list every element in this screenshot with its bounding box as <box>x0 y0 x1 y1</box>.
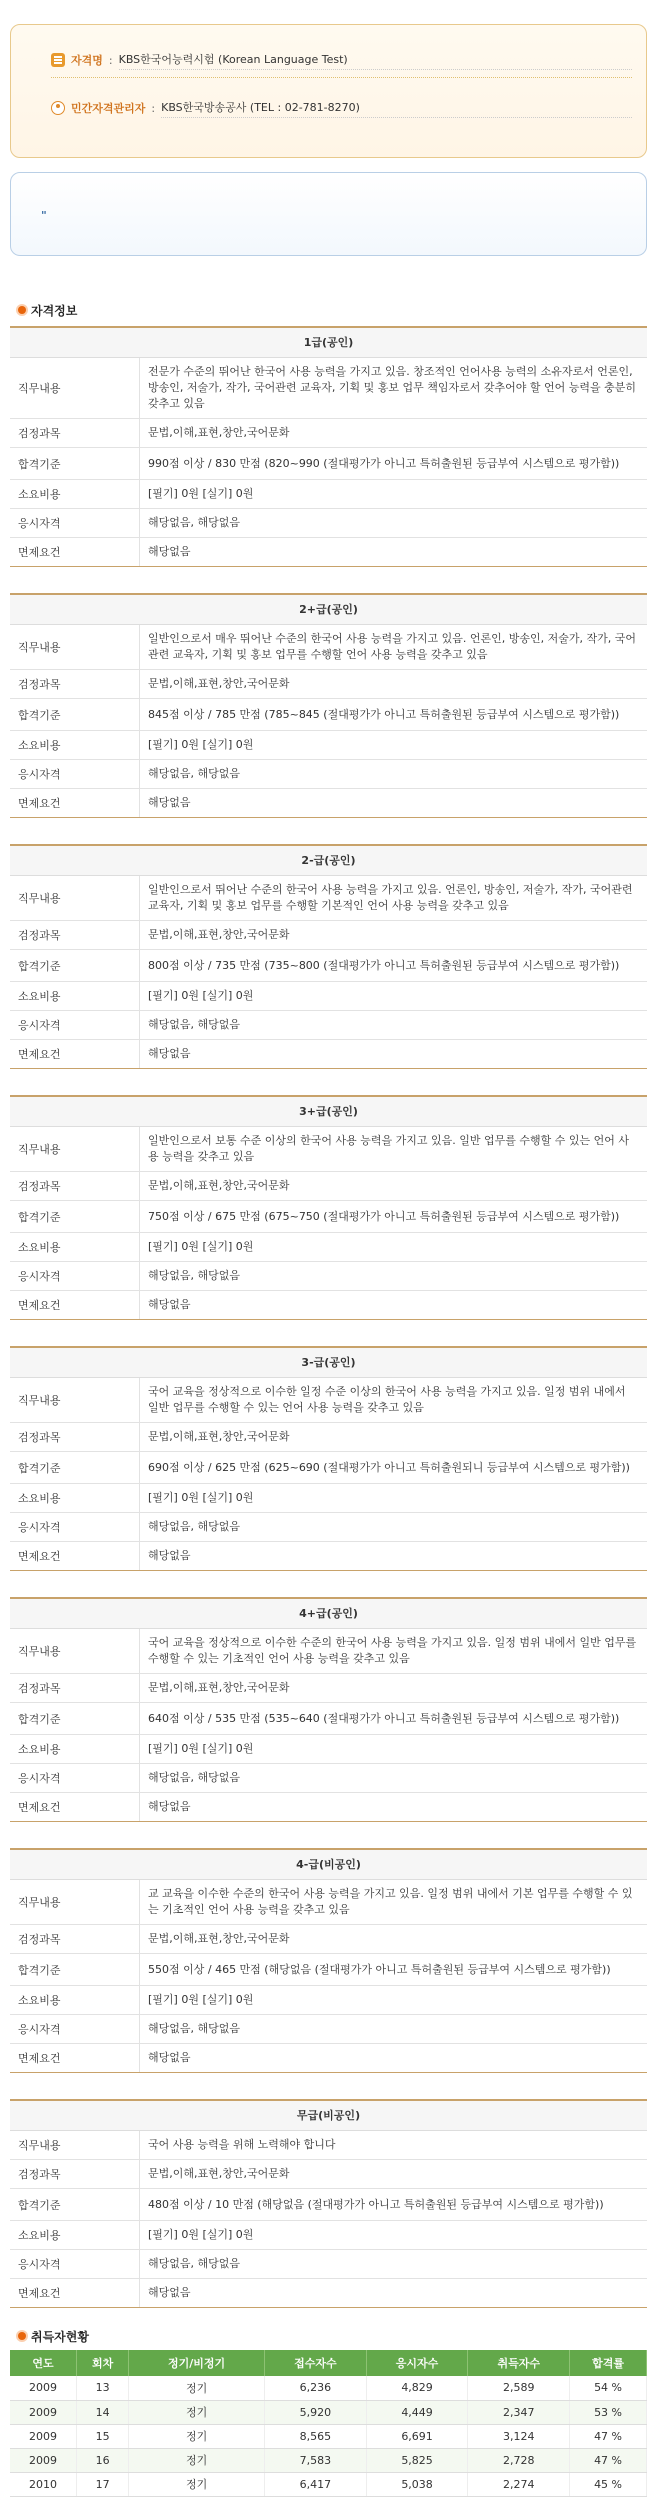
row-label: 소요비용 <box>10 1233 140 1261</box>
grade-row <box>10 1262 647 1291</box>
table-cell: 54 % <box>570 2376 647 2400</box>
colon: : <box>108 53 113 67</box>
table-cell: 2009 <box>10 2376 77 2400</box>
table-cell: 정기 <box>129 2424 265 2448</box>
row-value: 해당없음, 해당없음 <box>148 2257 241 2270</box>
grade-title: 무급(비공인) <box>10 2101 647 2131</box>
row-label: 검정과목 <box>10 2160 140 2188</box>
row-label: 소요비용 <box>10 1484 140 1512</box>
grade-row <box>10 358 647 419</box>
row-label: 직무내용 <box>10 358 140 418</box>
row-label: 면제요건 <box>10 538 140 566</box>
row-label: 검정과목 <box>10 921 140 949</box>
stats-header-cell: 취득자수 <box>468 2350 570 2376</box>
row-value: 해당없음, 해당없음 <box>148 1018 241 1031</box>
grade-title: 2+급(공인) <box>10 595 647 625</box>
grade-row <box>10 2044 647 2072</box>
stats-header-cell: 합격률 <box>570 2350 647 2376</box>
divider <box>51 77 632 78</box>
table-cell: 정기 <box>129 2400 265 2424</box>
grade-row <box>10 448 647 480</box>
grade-row <box>10 1954 647 1986</box>
row-value: 550점 이상 / 465 만점 (해당없음 (절대평가가 아니고 특허출원된 등급부여 시스템으로 평가함)) <box>148 1962 611 1976</box>
row-value: 국어 사용 능력을 위해 노력해야 합니다 <box>148 2138 336 2151</box>
grade-title: 3+급(공인) <box>10 1097 647 1127</box>
grade-row <box>10 1513 647 1542</box>
table-cell: 정기 <box>129 2448 265 2472</box>
grade-row <box>10 2160 647 2189</box>
row-value: 해당없음, 해당없음 <box>148 1771 241 1784</box>
grade-row <box>10 1764 647 1793</box>
row-label: 검정과목 <box>10 1423 140 1451</box>
table-cell: 2,274 <box>468 2472 570 2496</box>
row-value: 해당없음, 해당없음 <box>148 1520 241 1533</box>
grade-row <box>10 1629 647 1674</box>
row-label: 검정과목 <box>10 1674 140 1702</box>
qualification-name-row <box>51 49 632 71</box>
grade-title: 3-급(공인) <box>10 1348 647 1378</box>
table-cell: 6,236 <box>265 2376 367 2400</box>
table-cell: 13 <box>77 2376 129 2400</box>
grade-row <box>10 1735 647 1764</box>
stats-table-wrap <box>10 2350 647 2497</box>
row-value: 문법,이해,표현,창안,국어문화 <box>148 928 290 941</box>
row-value: 전문가 수준의 뛰어난 한국어 사용 능력을 가지고 있음. 창조적인 언어사용 능력의 소유자로서 언론인, 방송인, 저술가, 작가, 국어관련 교육자, 기획 및 홍보 업무 책임자로서 갖추어야 할 언어 능력을 충분히 갖추고 있음 <box>148 365 636 410</box>
notice-quote: " <box>41 209 47 222</box>
manager-label-text: 민간자격관리자 <box>71 102 146 115</box>
bullet-icon <box>18 2332 26 2340</box>
row-value: 해당없음 <box>148 545 191 558</box>
row-label: 면제요건 <box>10 1040 140 1068</box>
grade-row <box>10 1011 647 1040</box>
row-label: 응시자격 <box>10 509 140 537</box>
row-label: 검정과목 <box>10 1172 140 1200</box>
row-value: 문법,이해,표현,창안,국어문화 <box>148 1179 290 1192</box>
table-cell: 16 <box>77 2448 129 2472</box>
grade-title: 4-급(비공인) <box>10 1850 647 1880</box>
row-label: 소요비용 <box>10 731 140 759</box>
row-label: 합격기준 <box>10 1452 140 1483</box>
row-value: [필기] 0원 [실기] 0원 <box>148 487 254 500</box>
grade-row <box>10 1542 647 1570</box>
row-value: [필기] 0원 [실기] 0원 <box>148 1993 254 2006</box>
table-cell: 17 <box>77 2472 129 2496</box>
grade-block <box>10 2099 647 2308</box>
row-value: 해당없음, 해당없음 <box>148 2022 241 2035</box>
row-value: [필기] 0원 [실기] 0원 <box>148 989 254 1002</box>
grade-title: 2-급(공인) <box>10 846 647 876</box>
grade-row <box>10 1423 647 1452</box>
row-label: 합격기준 <box>10 1201 140 1232</box>
row-label: 면제요건 <box>10 1542 140 1570</box>
grade-row <box>10 876 647 921</box>
grade-block <box>10 1095 647 1320</box>
row-value: 일반인으로서 보통 수준 이상의 한국어 사용 능력을 가지고 있음. 일반 업무를 수행할 수 있는 언어 사용 능력을 갖추고 있음 <box>148 1134 629 1163</box>
table-cell: 2,589 <box>468 2376 570 2400</box>
row-value: 해당없음, 해당없음 <box>148 1269 241 1282</box>
row-label: 면제요건 <box>10 1793 140 1821</box>
row-label: 소요비용 <box>10 1986 140 2014</box>
manager-row <box>51 97 632 119</box>
grades-container <box>0 326 657 2308</box>
grade-row <box>10 699 647 731</box>
row-label: 합격기준 <box>10 2189 140 2220</box>
grade-row <box>10 1233 647 1262</box>
stats-header-cell: 응시자수 <box>366 2350 468 2376</box>
row-label: 응시자격 <box>10 1764 140 1792</box>
manager-label <box>51 100 145 116</box>
row-value: 해당없음 <box>148 796 191 809</box>
grade-row <box>10 1925 647 1954</box>
row-value: 해당없음 <box>148 1047 191 1060</box>
grade-block <box>10 1848 647 2073</box>
row-label: 합격기준 <box>10 1703 140 1734</box>
grade-block <box>10 326 647 567</box>
grade-row <box>10 480 647 509</box>
row-label: 응시자격 <box>10 2250 140 2278</box>
row-label: 직무내용 <box>10 1127 140 1171</box>
grade-title: 1급(공인) <box>10 328 647 358</box>
table-row <box>10 2472 647 2496</box>
grade-block <box>10 593 647 818</box>
grade-row <box>10 2131 647 2160</box>
row-label: 합격기준 <box>10 699 140 730</box>
table-cell: 4,829 <box>366 2376 468 2400</box>
row-value: 845점 이상 / 785 만점 (785~845 (절대평가가 아니고 특허출원된 등급부여 시스템으로 평가함)) <box>148 707 620 721</box>
table-cell: 5,038 <box>366 2472 468 2496</box>
qualification-name-value: KBS한국어능력시험 (Korean Language Test) <box>119 51 632 70</box>
section-title-acquirer-status <box>18 2328 657 2344</box>
grade-title: 4+급(공인) <box>10 1599 647 1629</box>
row-value: 800점 이상 / 735 만점 (735~800 (절대평가가 아니고 특허출원된 등급부여 시스템으로 평가함)) <box>148 958 620 972</box>
row-label: 응시자격 <box>10 1011 140 1039</box>
row-value: 문법,이해,표현,창안,국어문화 <box>148 1430 290 1443</box>
manager-value: KBS한국방송공사 (TEL : 02-781-8270) <box>161 99 632 118</box>
row-label: 응시자격 <box>10 1262 140 1290</box>
person-icon <box>51 101 65 115</box>
row-value: 교 교육을 이수한 수준의 한국어 사용 능력을 가지고 있음. 일정 범위 내에서 기본 업무를 수행할 수 있는 기초적인 언어 사용 능력을 갖추고 있음 <box>148 1887 633 1916</box>
row-value: 480점 이상 / 10 만점 (해당없음 (절대평가가 아니고 특허출원된 등급부여 시스템으로 평가함)) <box>148 2197 604 2211</box>
row-label: 검정과목 <box>10 419 140 447</box>
stats-header-cell: 연도 <box>10 2350 77 2376</box>
row-label: 소요비용 <box>10 2221 140 2249</box>
table-cell: 47 % <box>570 2448 647 2472</box>
grade-row <box>10 2221 647 2250</box>
notice-box <box>10 172 647 256</box>
grade-row <box>10 419 647 448</box>
table-cell: 5,920 <box>265 2400 367 2424</box>
row-value: 640점 이상 / 535 만점 (535~640 (절대평가가 아니고 특허출원된 등급부여 시스템으로 평가함)) <box>148 1711 620 1725</box>
row-label: 직무내용 <box>10 1629 140 1673</box>
grade-row <box>10 509 647 538</box>
grade-row <box>10 982 647 1011</box>
grade-row <box>10 1793 647 1821</box>
stats-header-cell: 접수자수 <box>265 2350 367 2376</box>
grade-row <box>10 1484 647 1513</box>
table-row <box>10 2448 647 2472</box>
section-title-text: 자격정보 <box>31 303 78 318</box>
row-value: [필기] 0원 [실기] 0원 <box>148 738 254 751</box>
grade-row <box>10 1452 647 1484</box>
row-value: [필기] 0원 [실기] 0원 <box>148 1742 254 1755</box>
row-label: 응시자격 <box>10 760 140 788</box>
grade-row <box>10 538 647 566</box>
row-label: 소요비용 <box>10 1735 140 1763</box>
grade-row <box>10 950 647 982</box>
table-cell: 2009 <box>10 2400 77 2424</box>
row-value: 해당없음 <box>148 1298 191 1311</box>
grade-row <box>10 625 647 670</box>
grade-block <box>10 1597 647 1822</box>
grade-block <box>10 844 647 1069</box>
grade-row <box>10 1291 647 1319</box>
row-value: 국어 교육을 정상적으로 이수한 일정 수준 이상의 한국어 사용 능력을 가지고 있음. 일정 범위 내에서 일반 업무를 수행할 수 있는 언어 사용 능력을 갖추고 있음 <box>148 1385 626 1414</box>
stats-header-cell: 정기/비정기 <box>129 2350 265 2376</box>
table-cell: 47 % <box>570 2424 647 2448</box>
grade-row <box>10 1201 647 1233</box>
row-value: 문법,이해,표현,창안,국어문화 <box>148 1932 290 1945</box>
row-value: [필기] 0원 [실기] 0원 <box>148 1240 254 1253</box>
row-label: 검정과목 <box>10 1925 140 1953</box>
table-cell: 2009 <box>10 2424 77 2448</box>
grade-row <box>10 1674 647 1703</box>
table-row <box>10 2424 647 2448</box>
section-title-qualification-info <box>18 302 657 318</box>
table-cell: 2,347 <box>468 2400 570 2424</box>
grade-row <box>10 670 647 699</box>
table-cell: 3,124 <box>468 2424 570 2448</box>
table-cell: 6,417 <box>265 2472 367 2496</box>
row-value: 690점 이상 / 625 만점 (625~690 (절대평가가 아니고 특허출원되니 등급부여 시스템으로 평가함)) <box>148 1460 630 1474</box>
table-cell: 2009 <box>10 2448 77 2472</box>
row-label: 면제요건 <box>10 1291 140 1319</box>
stats-body <box>10 2376 647 2496</box>
grade-row <box>10 760 647 789</box>
row-label: 직무내용 <box>10 876 140 920</box>
row-value: 문법,이해,표현,창안,국어문화 <box>148 677 290 690</box>
row-label: 면제요건 <box>10 2279 140 2307</box>
stats-table <box>10 2350 647 2497</box>
table-cell: 45 % <box>570 2472 647 2496</box>
document-icon <box>51 53 65 67</box>
table-cell: 53 % <box>570 2400 647 2424</box>
row-label: 직무내용 <box>10 2131 140 2159</box>
row-label: 합격기준 <box>10 1954 140 1985</box>
table-cell: 정기 <box>129 2472 265 2496</box>
row-value: [필기] 0원 [실기] 0원 <box>148 1491 254 1504</box>
row-label: 직무내용 <box>10 1880 140 1924</box>
grade-row <box>10 1127 647 1172</box>
row-value: 문법,이해,표현,창안,국어문화 <box>148 1681 290 1694</box>
table-cell: 7,583 <box>265 2448 367 2472</box>
grade-row <box>10 2189 647 2221</box>
bullet-icon <box>18 306 26 314</box>
row-value: 일반인으로서 뛰어난 수준의 한국어 사용 능력을 가지고 있음. 언론인, 방송인, 저술가, 작가, 국어관련 교육자, 기획 및 홍보 업무를 수행할 기본적인 언어 사용 능력을 갖추고 있음 <box>148 883 633 912</box>
row-value: 일반인으로서 매우 뛰어난 수준의 한국어 사용 능력을 가지고 있음. 언론인, 방송인, 저술가, 작가, 국어관련 교육자, 기획 및 홍보 업무를 수행할 언어 사용 능력을 갖추고 있음 <box>148 632 636 661</box>
qualification-name-label <box>51 52 103 68</box>
qualification-info-box <box>10 24 647 158</box>
row-value: 750점 이상 / 675 만점 (675~750 (절대평가가 아니고 특허출원된 등급부여 시스템으로 평가함)) <box>148 1209 620 1223</box>
grade-row <box>10 789 647 817</box>
row-value: 해당없음 <box>148 2051 191 2064</box>
row-label: 합격기준 <box>10 950 140 981</box>
stats-header-cell: 회차 <box>77 2350 129 2376</box>
row-label: 합격기준 <box>10 448 140 479</box>
grade-row <box>10 1172 647 1201</box>
section-title-text: 취득자현황 <box>31 2329 89 2344</box>
table-cell: 2010 <box>10 2472 77 2496</box>
grade-row <box>10 2279 647 2307</box>
grade-row <box>10 1703 647 1735</box>
row-value: 해당없음 <box>148 2286 191 2299</box>
grade-row <box>10 1378 647 1423</box>
grade-row <box>10 921 647 950</box>
row-label: 응시자격 <box>10 2015 140 2043</box>
row-label: 직무내용 <box>10 625 140 669</box>
table-cell: 2,728 <box>468 2448 570 2472</box>
table-cell: 15 <box>77 2424 129 2448</box>
table-row <box>10 2376 647 2400</box>
table-cell: 6,691 <box>366 2424 468 2448</box>
stats-header-row <box>10 2350 647 2376</box>
table-cell: 8,565 <box>265 2424 367 2448</box>
row-label: 면제요건 <box>10 789 140 817</box>
grade-row <box>10 2015 647 2044</box>
grade-row <box>10 1880 647 1925</box>
colon: : <box>151 101 156 115</box>
row-label: 면제요건 <box>10 2044 140 2072</box>
table-cell: 14 <box>77 2400 129 2424</box>
row-value: 해당없음, 해당없음 <box>148 516 241 529</box>
row-label: 응시자격 <box>10 1513 140 1541</box>
grade-row <box>10 2250 647 2279</box>
row-value: 해당없음 <box>148 1800 191 1813</box>
row-value: 문법,이해,표현,창안,국어문화 <box>148 426 290 439</box>
row-label: 소요비용 <box>10 982 140 1010</box>
row-value: 해당없음 <box>148 1549 191 1562</box>
row-label: 검정과목 <box>10 670 140 698</box>
table-cell: 4,449 <box>366 2400 468 2424</box>
row-value: 국어 교육을 정상적으로 이수한 수준의 한국어 사용 능력을 가지고 있음. 일정 범위 내에서 일반 업무를 수행할 수 있는 기초적인 언어 사용 능력을 갖추고 있음 <box>148 1636 637 1665</box>
table-cell: 정기 <box>129 2376 265 2400</box>
name-label-text: 자격명 <box>71 54 103 67</box>
row-value: 해당없음, 해당없음 <box>148 767 241 780</box>
grade-row <box>10 1986 647 2015</box>
row-value: [필기] 0원 [실기] 0원 <box>148 2228 254 2241</box>
grade-row <box>10 731 647 760</box>
row-label: 소요비용 <box>10 480 140 508</box>
table-cell: 5,825 <box>366 2448 468 2472</box>
row-label: 직무내용 <box>10 1378 140 1422</box>
grade-row <box>10 1040 647 1068</box>
grade-block <box>10 1346 647 1571</box>
row-value: 문법,이해,표현,창안,국어문화 <box>148 2167 290 2180</box>
row-value: 990점 이상 / 830 만점 (820~990 (절대평가가 아니고 특허출원된 등급부여 시스템으로 평가함)) <box>148 456 620 470</box>
table-row <box>10 2400 647 2424</box>
